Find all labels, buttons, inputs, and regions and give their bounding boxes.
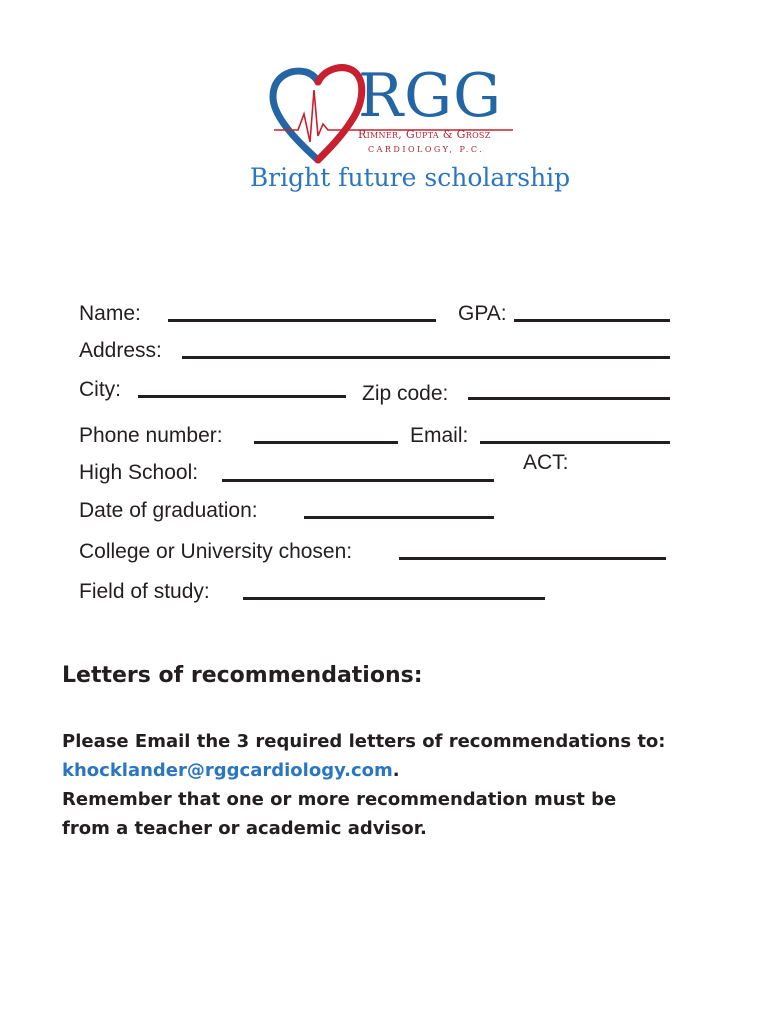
high-school-field[interactable] bbox=[222, 479, 494, 482]
recommendations-heading: Letters of recommendations: bbox=[62, 663, 423, 688]
recommendations-instruction bbox=[62, 727, 666, 756]
gpa-label: GPA: bbox=[458, 302, 507, 325]
field-of-study-label: Field of study: bbox=[79, 580, 210, 603]
graduation-date-field[interactable] bbox=[304, 516, 494, 519]
recommendations-note-line1: Remember that one or more recommendation must be bbox=[62, 789, 617, 810]
page-title: Bright future scholarship bbox=[249, 163, 571, 192]
college-field[interactable] bbox=[399, 557, 666, 560]
email-label: Email: bbox=[410, 424, 469, 447]
phone-label: Phone number: bbox=[79, 424, 223, 447]
field-of-study-field[interactable] bbox=[243, 597, 545, 600]
name-label: Name: bbox=[79, 302, 141, 325]
zip-label: Zip code: bbox=[362, 382, 449, 405]
recommendation-email-link[interactable]: khocklander@rggcardiology.com bbox=[62, 760, 393, 781]
address-field[interactable] bbox=[182, 356, 670, 359]
zip-field[interactable] bbox=[468, 397, 670, 400]
address-label: Address: bbox=[79, 339, 162, 362]
instruction-text: Please Email the 3 required letters of recommendations to: bbox=[62, 731, 666, 752]
recommendations-email-line bbox=[62, 756, 400, 785]
city-label: City: bbox=[79, 378, 121, 401]
email-field[interactable] bbox=[480, 441, 670, 444]
logo-practice-type: CARDIOLOGY, P.C. bbox=[368, 145, 485, 154]
city-field[interactable] bbox=[138, 395, 346, 398]
high-school-label: High School: bbox=[79, 461, 199, 484]
gpa-field[interactable] bbox=[514, 319, 670, 322]
rgg-logo bbox=[268, 62, 518, 172]
name-field[interactable] bbox=[168, 319, 436, 322]
email-period: . bbox=[392, 760, 400, 781]
college-label: College or University chosen: bbox=[79, 540, 353, 563]
logo-letters: RGG bbox=[358, 61, 503, 131]
phone-field[interactable] bbox=[254, 441, 398, 444]
act-label: ACT: bbox=[523, 451, 569, 474]
logo-practice-name: Rimner, Gupta & Grosz bbox=[358, 128, 491, 141]
recommendations-note-line2: from a teacher or academic advisor. bbox=[62, 818, 427, 839]
graduation-date-label: Date of graduation: bbox=[79, 499, 258, 522]
